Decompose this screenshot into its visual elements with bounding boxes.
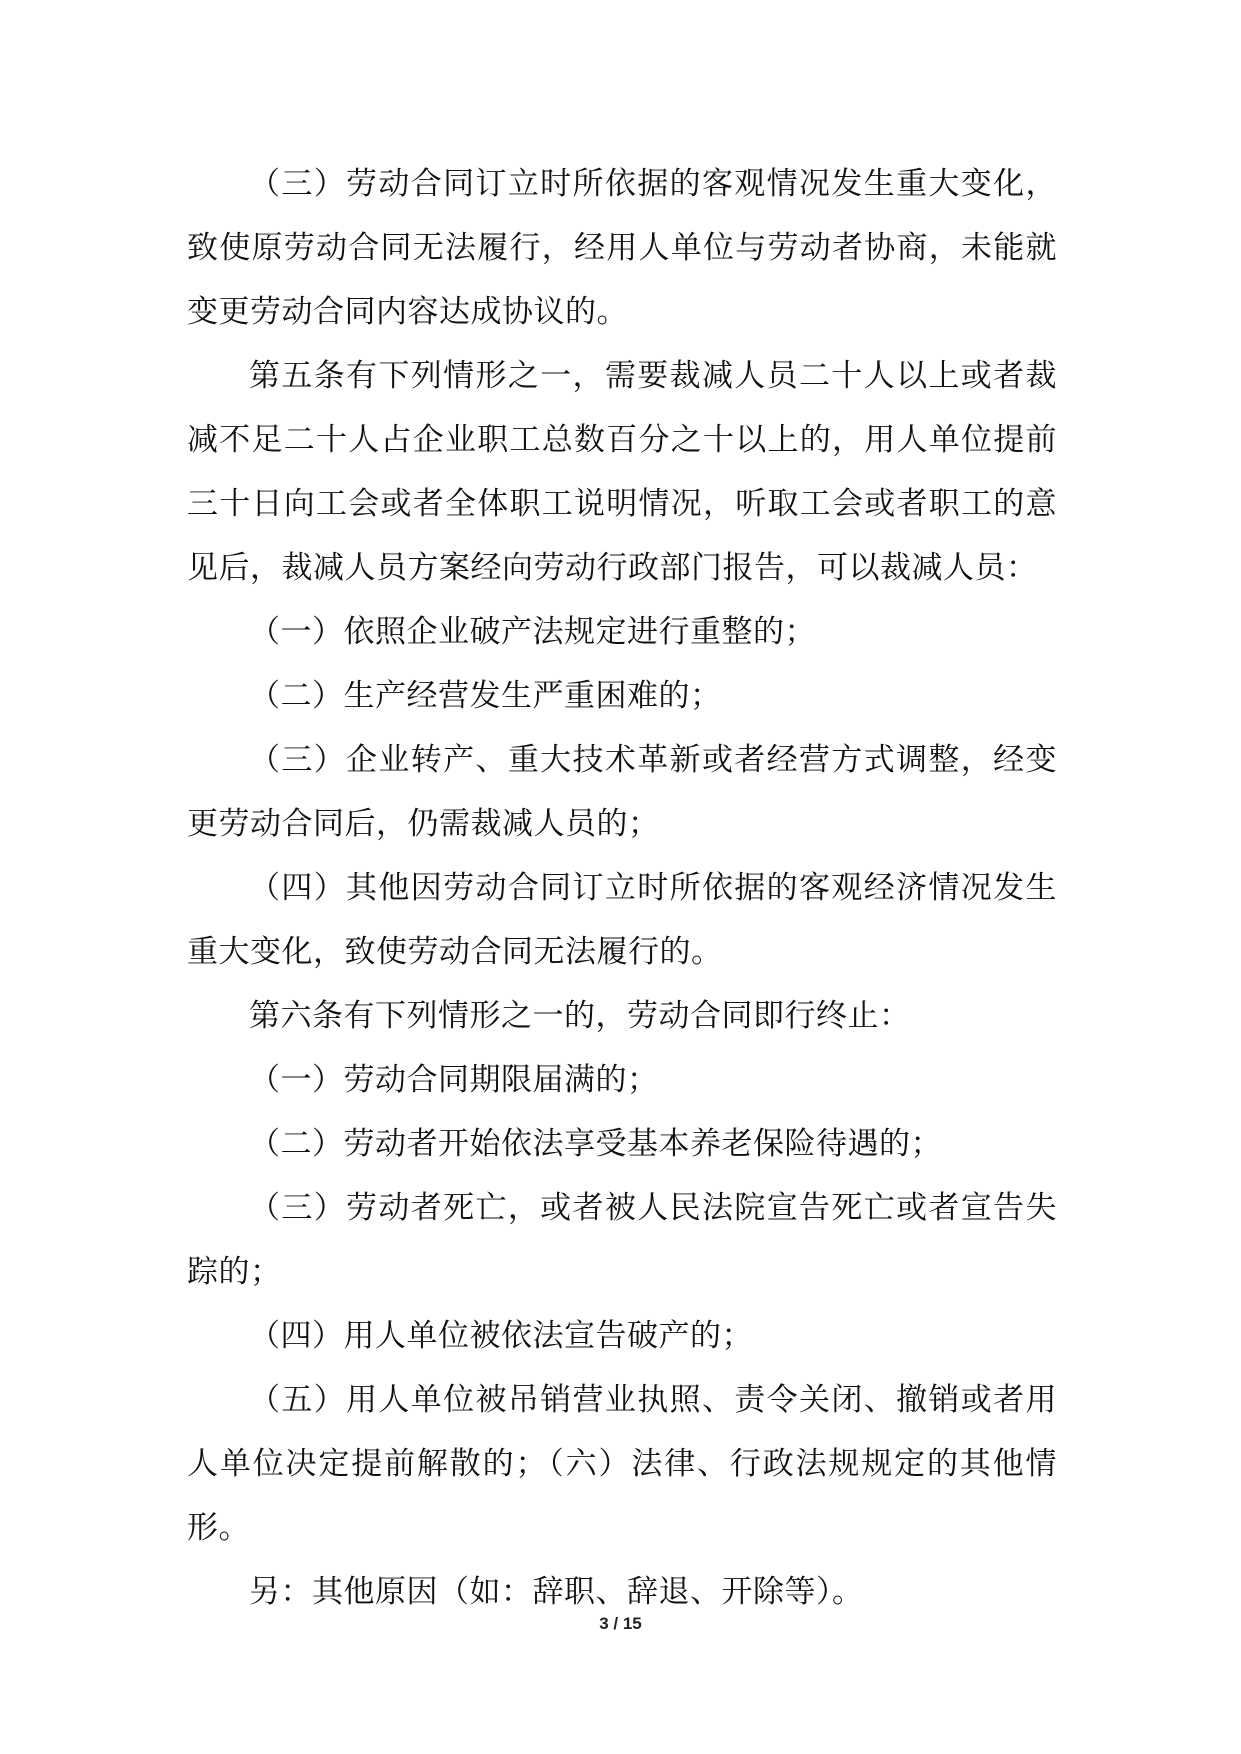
paragraph-article-6-item-1: （一）劳动合同期限届满的； bbox=[249, 1062, 659, 1098]
paragraph-article-6: 第六条有下列情形之一的，劳动合同即行终止： bbox=[249, 998, 911, 1034]
paragraph-article-6-item-4: （四）用人单位被依法宣告破产的； bbox=[249, 1318, 753, 1354]
paragraph-other-reasons: 另：其他原因（如：辞职、辞退、开除等）。 bbox=[249, 1574, 864, 1610]
paragraph-article-5-item-4: （四）其他因劳动合同订立时所依据的客观经济情况发生重大变化，致使劳动合同无法履行的。 bbox=[187, 870, 1057, 970]
paragraph-clause-3-objective-change: （三）劳动合同订立时所依据的客观情况发生重大变化，致使原劳动合同无法履行，经用人单位与劳动者协商，未能就变更劳动合同内容达成协议的。 bbox=[187, 166, 1057, 330]
paragraph-article-5-item-1: （一）依照企业破产法规定进行重整的； bbox=[249, 614, 816, 650]
paragraph-article-6-item-5-6: （五）用人单位被吊销营业执照、责令关闭、撤销或者用人单位决定提前解散的；（六）法律、行政法规规定的其他情形。 bbox=[187, 1382, 1057, 1546]
paragraph-article-5: 第五条有下列情形之一，需要裁减人员二十人以上或者裁减不足二十人占企业职工总数百分之十以上的，用人单位提前三十日向工会或者全体职工说明情况，听取工会或者职工的意见后，裁减人员方案经向劳动行政部门报告，可以裁减人员： bbox=[187, 358, 1057, 586]
page-number: 3 / 15 bbox=[599, 1614, 642, 1633]
paragraph-article-5-item-3: （三）企业转产、重大技术革新或者经营方式调整，经变更劳动合同后，仍需裁减人员的； bbox=[187, 742, 1057, 842]
paragraph-article-6-item-2: （二）劳动者开始依法享受基本养老保险待遇的； bbox=[249, 1126, 942, 1162]
paragraph-article-6-item-3: （三）劳动者死亡，或者被人民法院宣告死亡或者宣告失踪的； bbox=[187, 1190, 1057, 1290]
paragraph-article-5-item-2: （二）生产经营发生严重困难的； bbox=[249, 678, 722, 714]
document-body bbox=[187, 152, 1057, 1624]
